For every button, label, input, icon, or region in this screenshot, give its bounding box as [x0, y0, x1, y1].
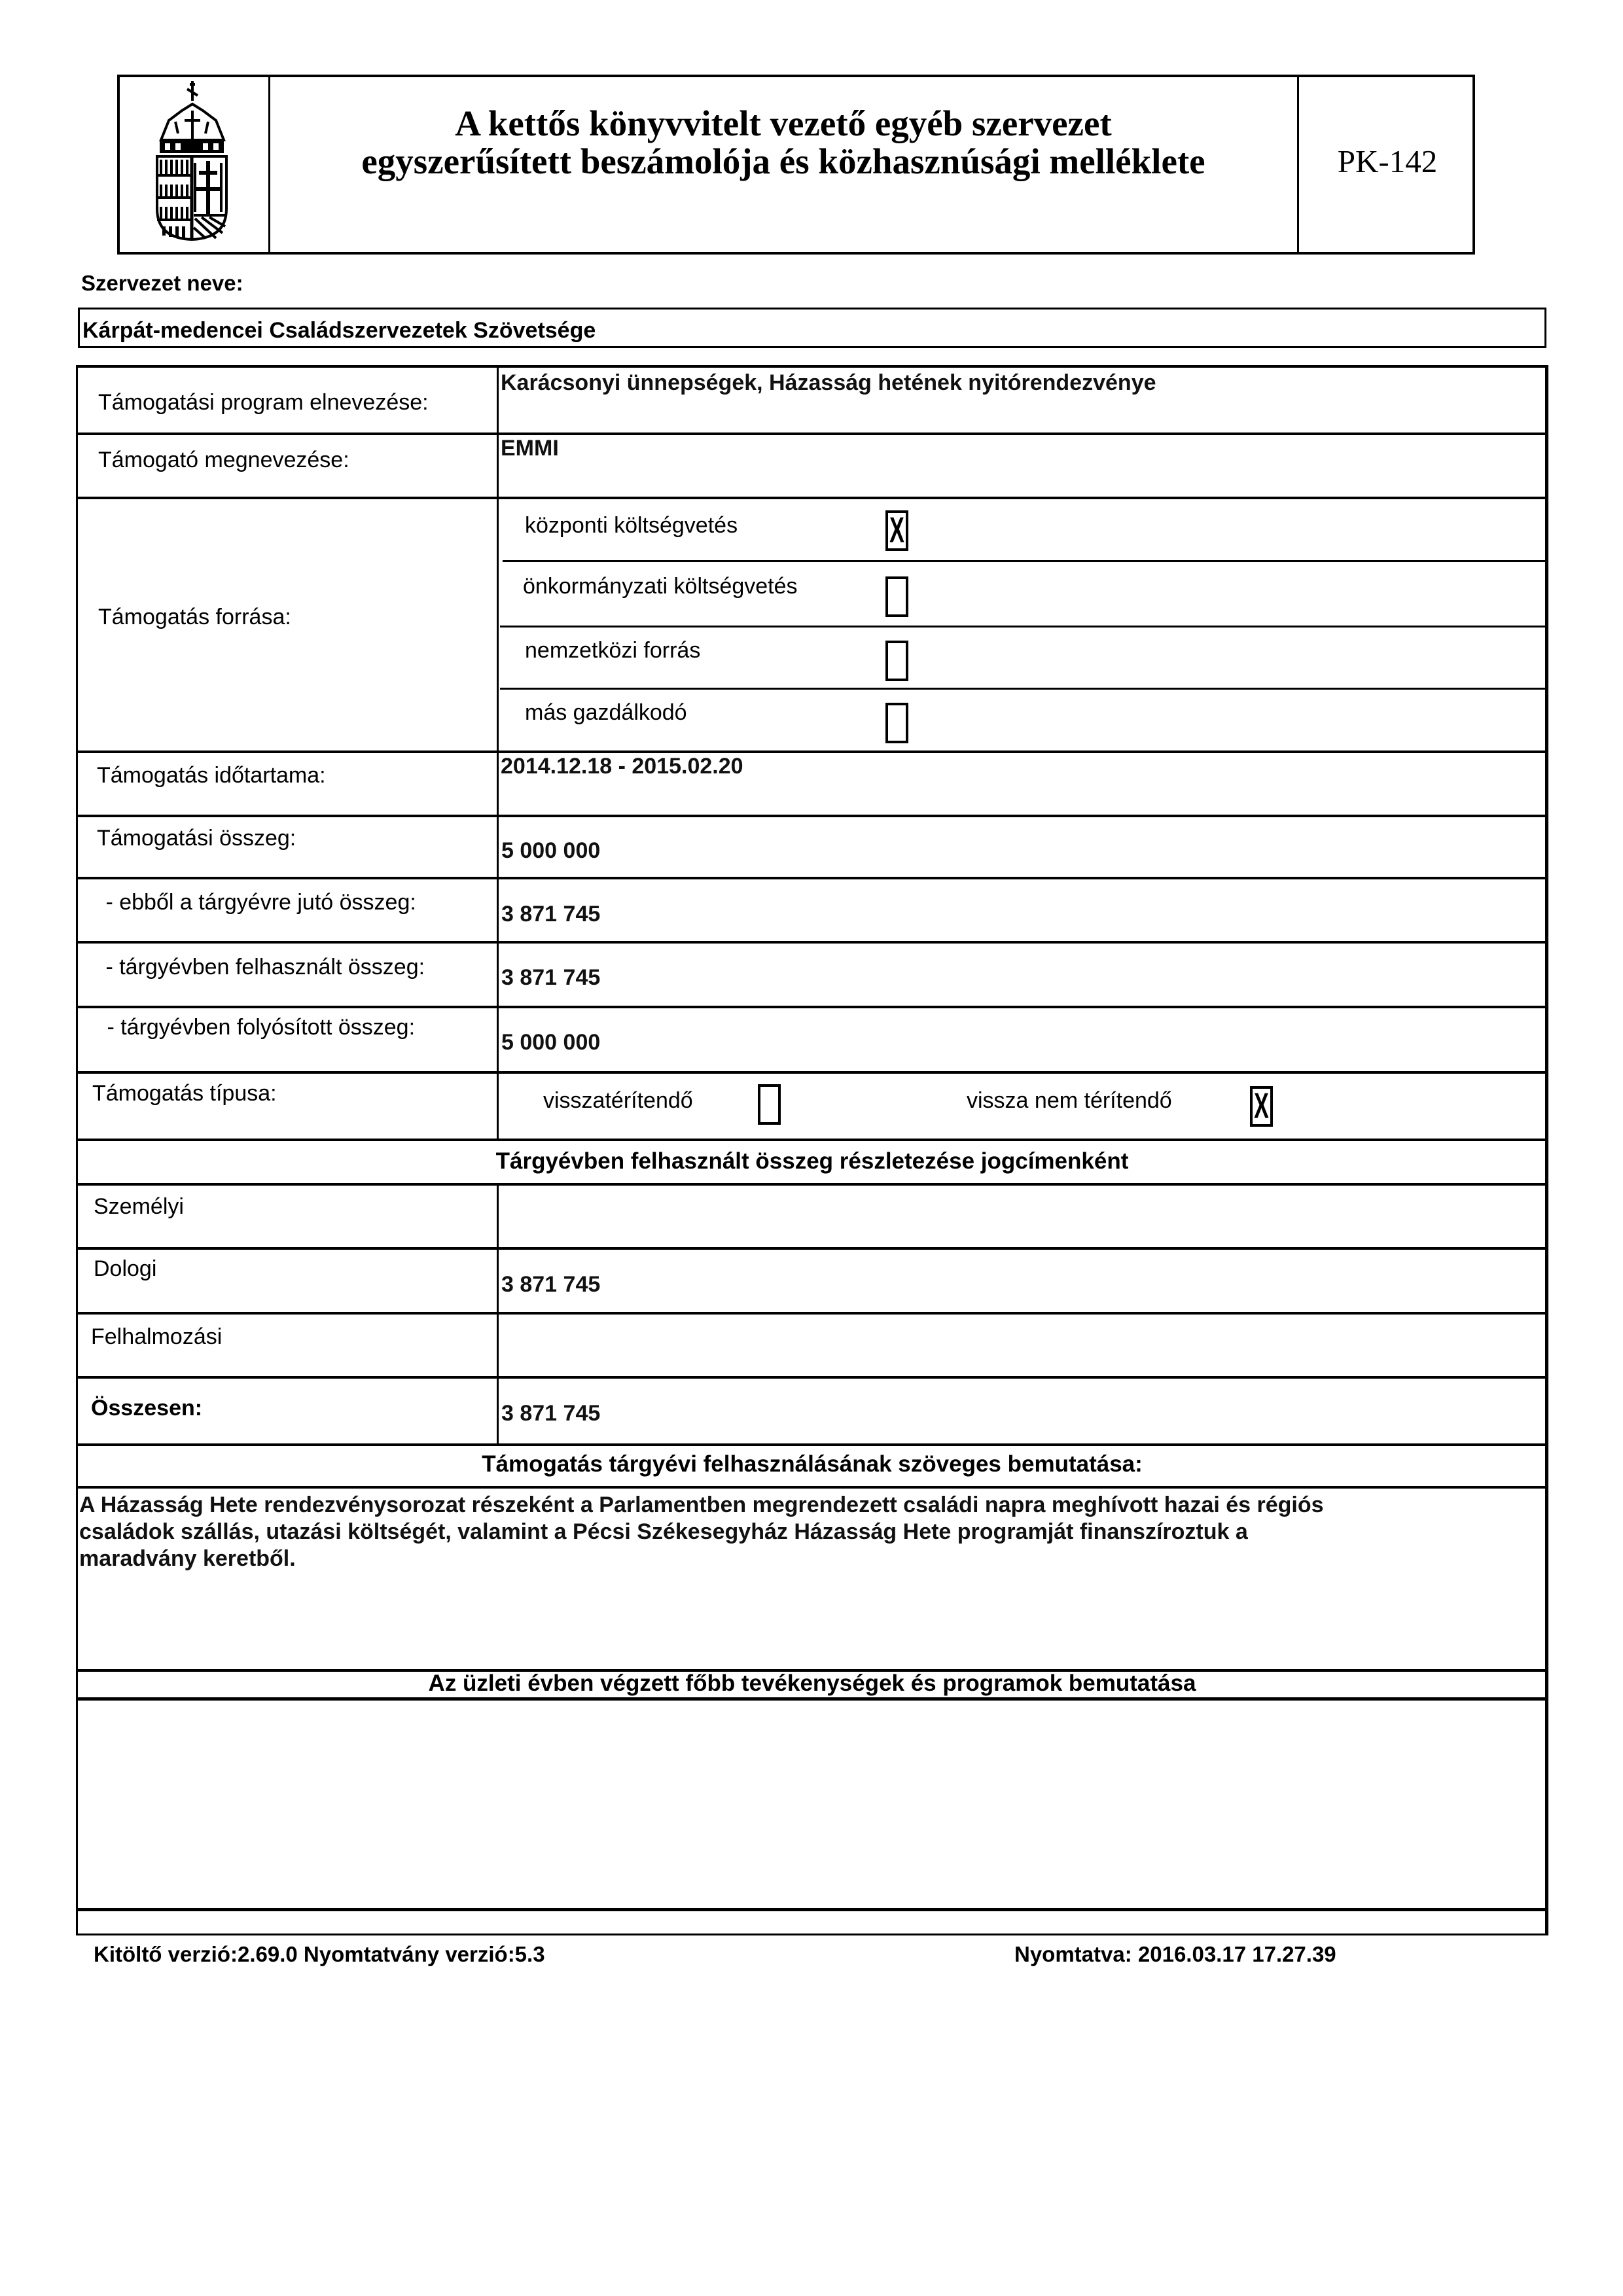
form-title [271, 105, 1296, 181]
row-separator [76, 1071, 1548, 1074]
breakdown-label: Felhalmozási [91, 1324, 223, 1349]
total-label: Összesen: [91, 1396, 203, 1421]
program-value: Karácsonyi ünnepségek, Házasság hetének nyitórendezvénye [501, 370, 1156, 395]
disbursed-label: - tárgyévben folyósított összeg: [101, 1015, 416, 1040]
source-separator [503, 560, 1548, 562]
source-separator [500, 688, 1548, 690]
used-label: - tárgyévben felhasznált összeg: [99, 955, 425, 980]
header-divider-code [1297, 75, 1299, 255]
amount-value: 5 000 000 [501, 838, 601, 863]
duration-label: Támogatás időtartama: [97, 763, 326, 788]
used-value: 3 871 745 [501, 965, 601, 990]
source-checkbox-other-business[interactable] [885, 703, 908, 743]
source-checkbox-international[interactable] [885, 641, 908, 681]
supporter-value: EMMI [501, 436, 559, 461]
usage-description-line: maradvány keretből. [79, 1546, 296, 1571]
source-separator [500, 626, 1548, 627]
row-separator [76, 1443, 1548, 1446]
type-option-label: visszatérítendő [543, 1088, 693, 1113]
year-share-value: 3 871 745 [501, 902, 601, 927]
form-title-line1: A kettős könyvvitelt vezető egyéb szervezet [455, 103, 1112, 143]
usage-description-line: A Házasság Hete rendezvénysorozat részeként a Parlamentben megrendezett családi napra meghívott hazai és régiós [79, 1492, 1324, 1517]
row-separator [76, 497, 1548, 499]
source-option-label: önkormányzati költségvetés [523, 574, 798, 599]
version-info: Kitöltő verzió:2.69.0 Nyomtatvány verzió:5.3 [94, 1942, 545, 1966]
type-checkbox-repayable[interactable] [758, 1084, 781, 1125]
year-share-label: - ebből a tárgyévre jutó összeg: [99, 890, 416, 915]
organization-name: Kárpát-medencei Családszervezetek Szövetsége [82, 318, 596, 343]
program-label: Támogatási program elnevezése: [98, 390, 429, 415]
capital-field[interactable] [499, 1315, 1546, 1375]
breakdown-label: Személyi [94, 1194, 184, 1219]
total-value: 3 871 745 [501, 1401, 601, 1426]
type-checkbox-non-repayable[interactable] [1250, 1086, 1273, 1127]
row-separator [76, 1139, 1548, 1141]
disbursed-field[interactable] [499, 1008, 1546, 1070]
total-field[interactable] [499, 1379, 1546, 1443]
breakdown-label: Dologi [94, 1256, 157, 1281]
supporter-label: Támogató megnevezése: [98, 448, 349, 472]
source-option-label: más gazdálkodó [525, 700, 687, 725]
type-option-label: vissza nem térítendő [967, 1088, 1172, 1113]
hungarian-coat-of-arms-icon [156, 81, 228, 241]
personnel-field[interactable] [499, 1186, 1546, 1246]
usage-description-line: családok szállás, utazási költségét, valamint a Pécsi Székesegyház Házasság Hete programját finanszíroztuk a [79, 1519, 1248, 1544]
form-title-line2: egyszerűsített beszámolója és közhasznúsági melléklete [361, 141, 1205, 181]
organization-label: Szervezet neve: [81, 271, 243, 295]
source-option-label: központi költségvetés [525, 513, 738, 538]
type-label: Támogatás típusa: [92, 1081, 277, 1106]
used-field[interactable] [499, 944, 1546, 1005]
checkbox-x-mark: X [1254, 1086, 1269, 1127]
supporter-field[interactable] [499, 435, 1546, 496]
header-divider-logo [268, 75, 270, 255]
duration-value: 2014.12.18 - 2015.02.20 [501, 754, 743, 779]
breakdown-heading: Tárgyévben felhasznált összeg részletezése jogcímenként [495, 1148, 1129, 1174]
usage-description-text [79, 1492, 1545, 1572]
activities-heading: Az üzleti évben végzett főbb tevékenységek és programok bemutatása [428, 1670, 1196, 1696]
activities-field[interactable] [79, 1701, 1547, 1907]
checkbox-x-mark: X [889, 510, 904, 551]
material-field[interactable] [499, 1250, 1546, 1311]
source-checkbox-central[interactable] [885, 510, 908, 551]
printed-timestamp: Nyomtatva: 2016.03.17 17.27.39 [1014, 1942, 1336, 1966]
breakdown-value: 3 871 745 [501, 1272, 601, 1297]
row-separator [76, 1908, 1548, 1911]
source-checkbox-municipal[interactable] [885, 576, 908, 617]
form-code: PK-142 [1337, 143, 1438, 179]
year-share-field[interactable] [499, 879, 1546, 940]
source-label: Támogatás forrása: [98, 605, 291, 629]
source-option-label: nemzetközi forrás [525, 638, 701, 663]
usage-description-heading: Támogatás tárgyévi felhasználásának szöveges bemutatása: [482, 1451, 1143, 1477]
amount-label: Támogatási összeg: [97, 826, 296, 851]
amount-field[interactable] [499, 817, 1546, 876]
disbursed-value: 5 000 000 [501, 1030, 601, 1055]
